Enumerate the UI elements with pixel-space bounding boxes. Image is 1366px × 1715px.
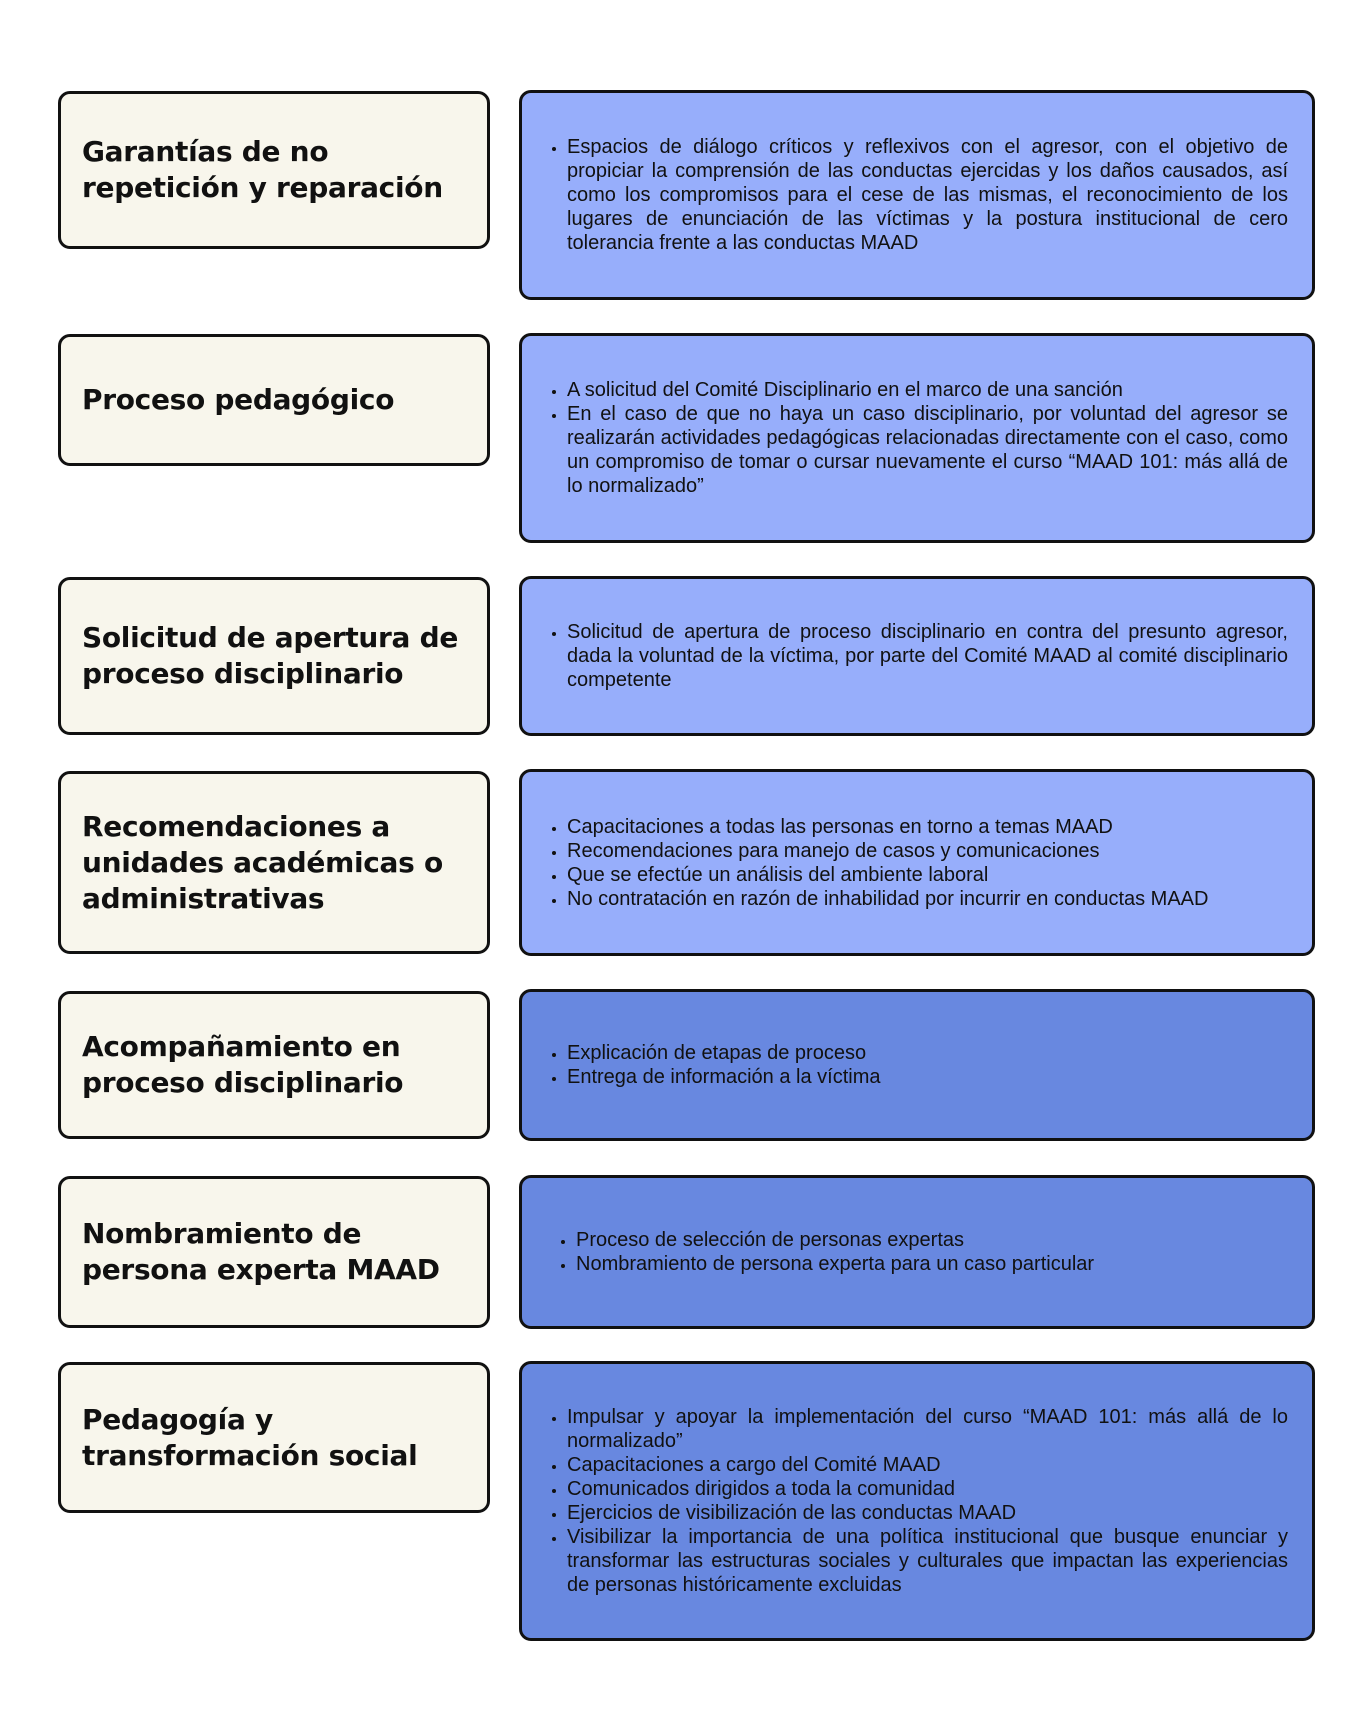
row-1-title-box [58, 91, 490, 249]
row-6-title: Nombramiento de persona experta MAAD [82, 1217, 440, 1286]
row-4-title: Recomendaciones a unidades académicas o administrativas [82, 809, 443, 915]
row-2-detail-box [519, 333, 1315, 543]
row-2-item-1: • A solicitud del Comité Disciplinario en el marco de una sanción [567, 378, 1288, 402]
row-3-title-box [58, 577, 490, 735]
row-7-item-4: • Ejercicios de visibilización de las conductas MAAD [567, 1501, 1288, 1525]
row-4-title-box [58, 771, 490, 954]
row-7-item-3: • Comunicados dirigidos a toda la comunidad [567, 1477, 1288, 1501]
row-6-item-1: • Proceso de selección de personas expertas [576, 1228, 1288, 1252]
row-5-list [542, 1041, 1288, 1089]
row-6-detail-box [519, 1175, 1315, 1329]
row-1-title: Garantías de no repetición y reparación [82, 135, 443, 204]
row-3-title: Solicitud de apertura de proceso disciplinario [82, 621, 459, 690]
row-1-list [542, 135, 1288, 255]
row-4-item-4: • No contratación en razón de inhabilidad por incurrir en conductas MAAD [567, 887, 1288, 911]
row-7-item-1: • Impulsar y apoyar la implementación del curso “MAAD 101: más allá de lo normalizado” [567, 1405, 1288, 1453]
row-3-detail-box [519, 576, 1315, 736]
row-7-list [542, 1405, 1288, 1597]
row-5-item-2: • Entrega de información a la víctima [567, 1065, 1288, 1089]
row-4-detail-box [519, 769, 1315, 956]
row-1-detail-box [519, 90, 1315, 300]
row-2-list [542, 378, 1288, 498]
row-2-title: Proceso pedagógico [82, 383, 395, 416]
row-5-title: Acompañamiento en proceso disciplinario [82, 1030, 404, 1099]
row-2-item-2: • En el caso de que no haya un caso disciplinario, por voluntad del agresor se realizarán actividades pedagógicas relacionadas directamente con el caso, como un compromiso de tomar o cursar nuevamente el curso “MAAD 101: más allá de lo normalizado” [567, 402, 1288, 498]
row-4-list [542, 815, 1288, 911]
row-6-list [542, 1228, 1288, 1276]
row-5-detail-box [519, 989, 1315, 1141]
row-6-item-2: • Nombramiento de persona experta para un caso particular [576, 1252, 1288, 1276]
row-7-item-2: • Capacitaciones a cargo del Comité MAAD [567, 1453, 1288, 1477]
row-3-item-1: • Solicitud de apertura de proceso disciplinario en contra del presunto agresor, dada la voluntad de la víctima, por parte del Comité MAAD al comité disciplinario competente [567, 620, 1288, 692]
row-4-item-1: • Capacitaciones a todas las personas en torno a temas MAAD [567, 815, 1288, 839]
row-5-title-box [58, 991, 490, 1139]
row-4-item-2: • Recomendaciones para manejo de casos y comunicaciones [567, 839, 1288, 863]
row-4-item-3: • Que se efectúe un análisis del ambiente laboral [567, 863, 1288, 887]
row-7-item-5: • Visibilizar la importancia de una política institucional que busque enunciar y transformar las estructuras sociales y culturales que impactan las experiencias de personas históricamente excluidas [567, 1525, 1288, 1597]
row-5-item-1: • Explicación de etapas de proceso [567, 1041, 1288, 1065]
row-2-title-box [58, 334, 490, 466]
row-7-title-box [58, 1362, 490, 1513]
row-7-title: Pedagogía y transformación social [82, 1402, 418, 1472]
row-7-detail-box [519, 1361, 1315, 1641]
row-6-title-box [58, 1176, 490, 1328]
row-1-item-1: • Espacios de diálogo críticos y reflexivos con el agresor, con el objetivo de propiciar la comprensión de las conductas ejercidas y los daños causados, así como los compromisos para el cese de las mismas, el reconocimiento de los lugares de enunciación de las víctimas y la postura institucional de cero tolerancia frente a las conductas MAAD [567, 135, 1288, 255]
row-3-list [542, 620, 1288, 692]
